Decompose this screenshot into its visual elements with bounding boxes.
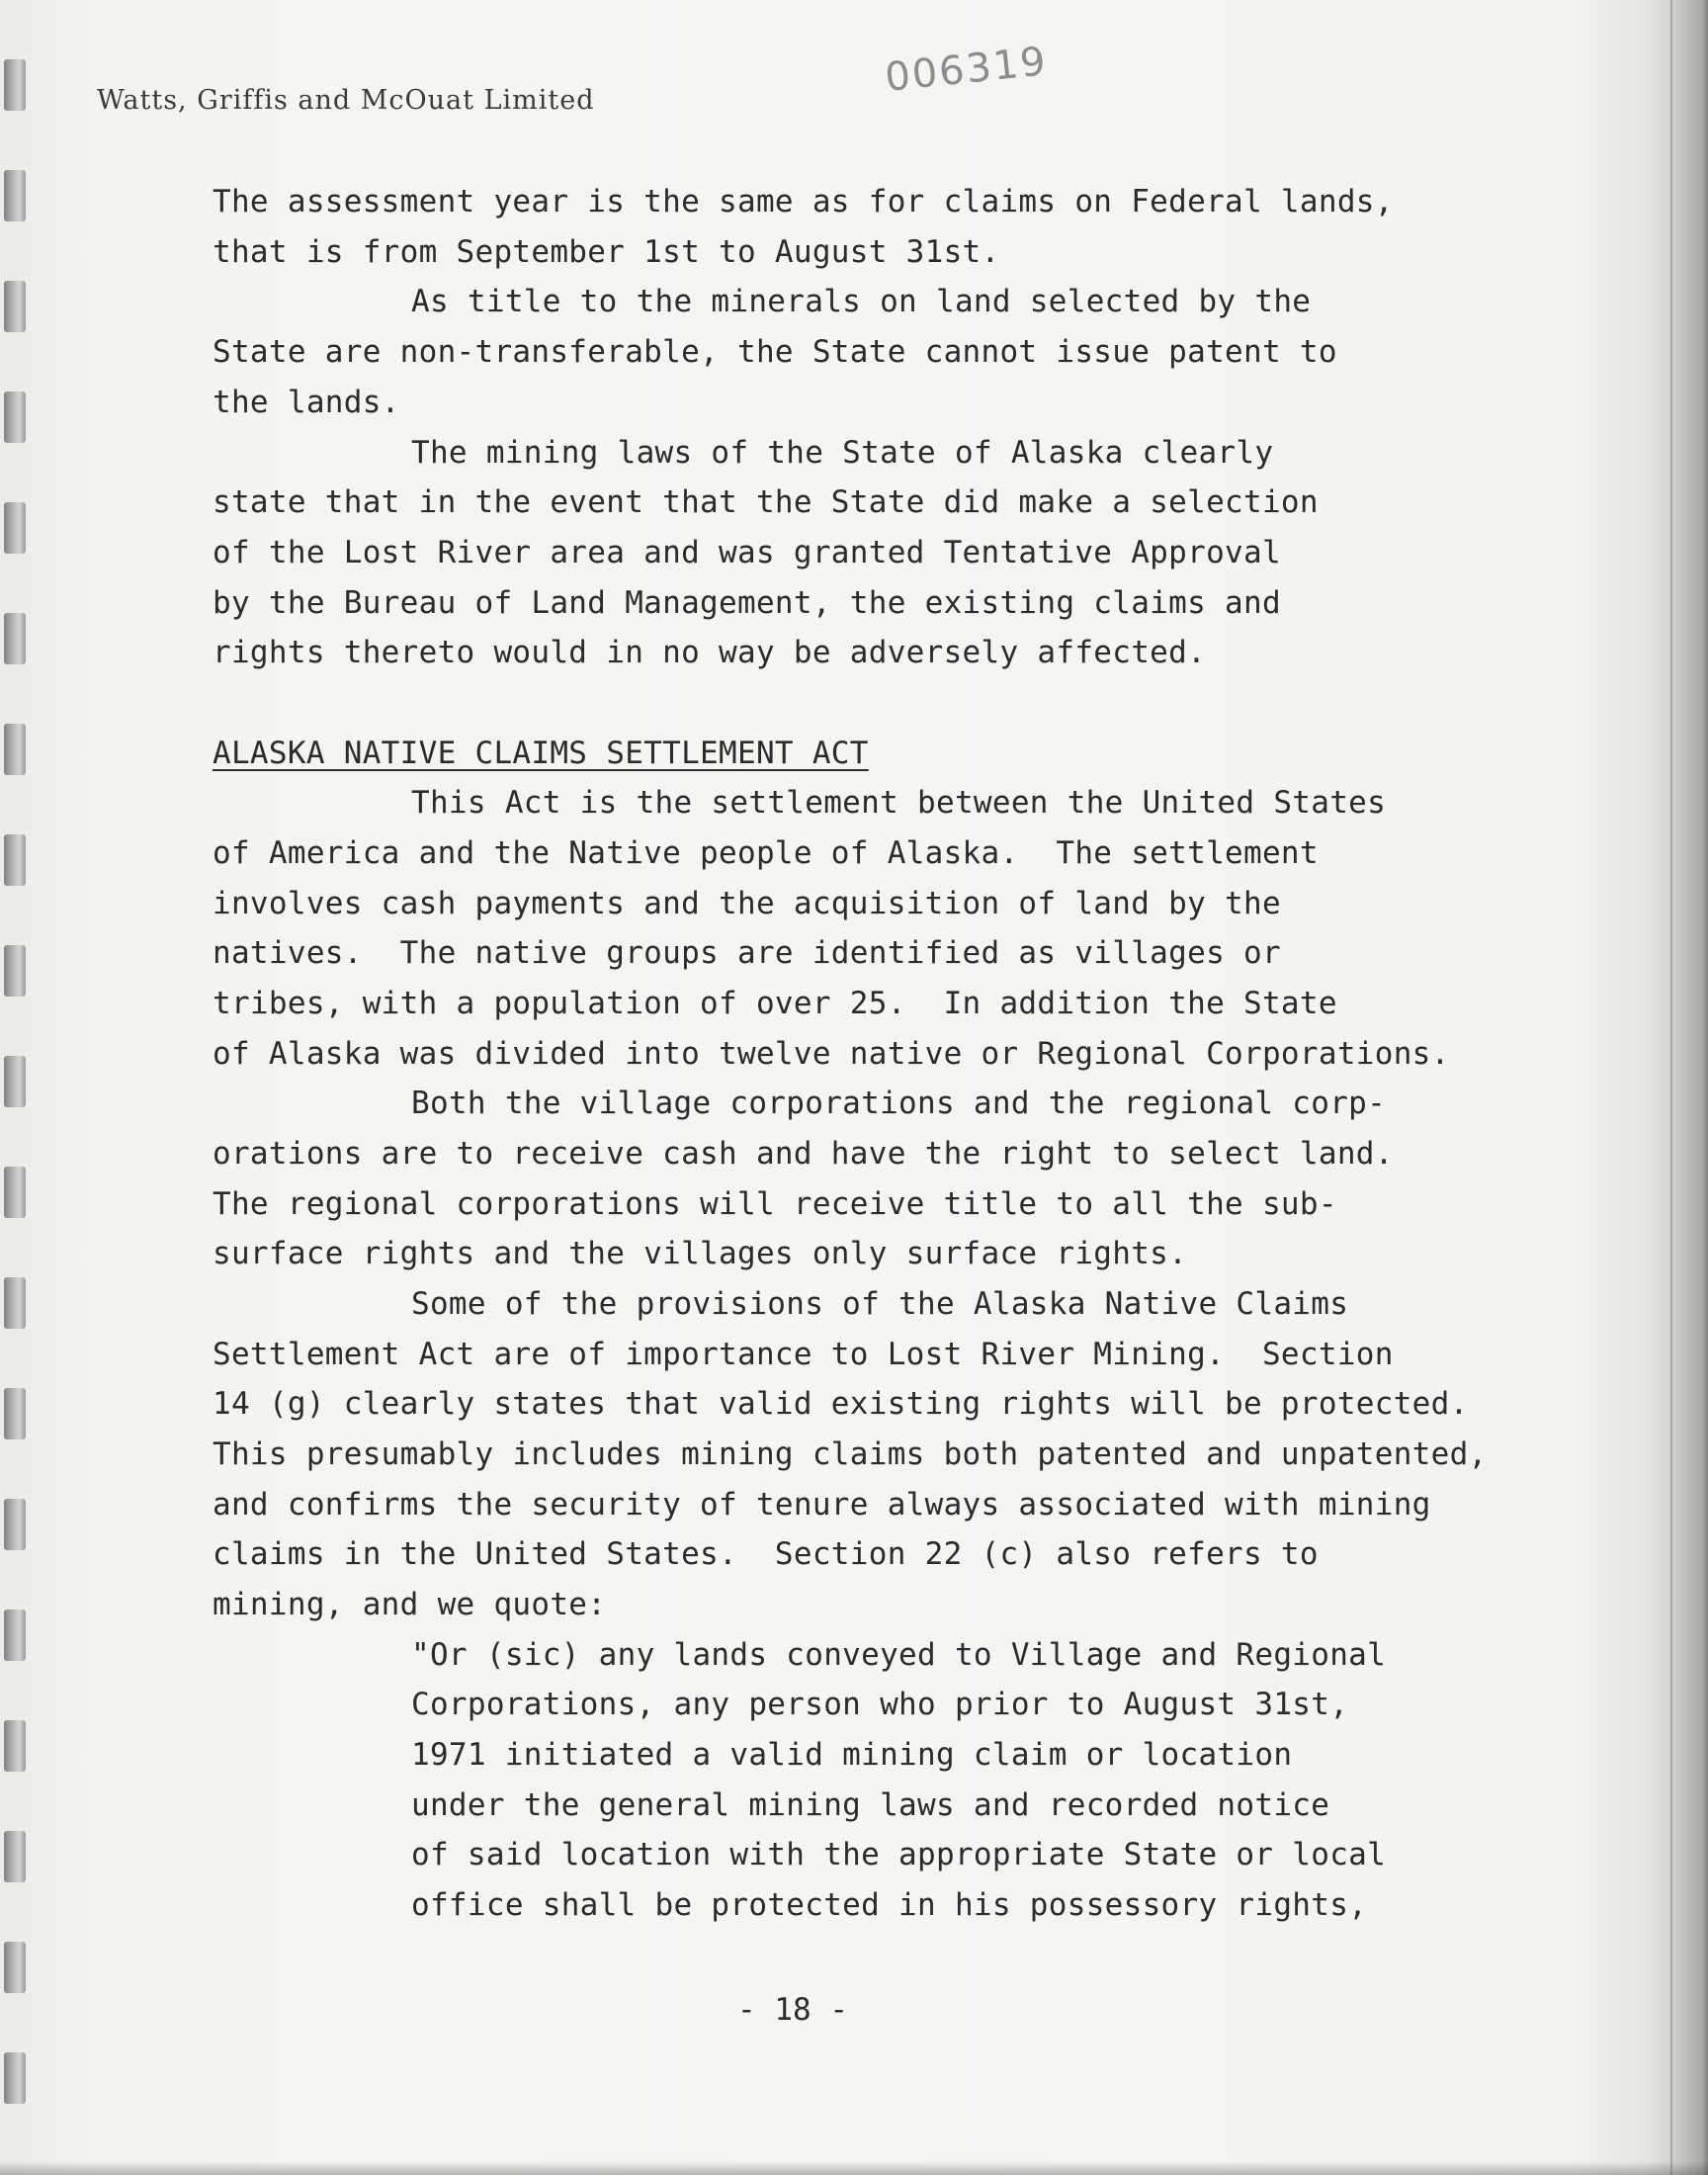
paragraph-2-line: As title to the minerals on land selected by the: [411, 284, 1312, 319]
page-bottom-shadow: [0, 2161, 1708, 2175]
page-number: - 18 -: [737, 1992, 848, 2028]
paragraph-6-line: mining, and we quote:: [213, 1587, 607, 1622]
paragraph-1-line: The assessment year is the same as for claims on Federal lands,: [213, 184, 1394, 219]
paragraph-4-line: involves cash payments and the acquisition of land by the: [213, 886, 1281, 921]
paragraph-4-line: This Act is the settlement between the United States: [411, 785, 1387, 821]
paragraph-6-line: Settlement Act are of importance to Lost River Mining. Section: [213, 1337, 1394, 1372]
page-edge-line: [1670, 0, 1672, 2175]
quote-line: under the general mining laws and recorded notice: [411, 1787, 1330, 1823]
quote-line: Corporations, any person who prior to August 31st,: [411, 1687, 1349, 1722]
paragraph-6-line: and confirms the security of tenure always associated with mining: [213, 1487, 1431, 1522]
paragraph-5-line: The regional corporations will receive title to all the sub-: [213, 1186, 1337, 1222]
quote-line: of said location with the appropriate State or local: [411, 1837, 1387, 1872]
paragraph-6-line: claims in the United States. Section 22 (c) also refers to: [213, 1536, 1319, 1572]
paragraph-2-line: the lands.: [213, 385, 400, 420]
page-edge-shadow: [1647, 0, 1708, 2175]
paragraph-6-line: This presumably includes mining claims both patented and unpatented,: [213, 1436, 1488, 1472]
paragraph-3-line: state that in the event that the State did make a selection: [213, 484, 1319, 520]
letterhead: Watts, Griffis and McOuat Limited: [97, 85, 595, 116]
paragraph-1-line: that is from September 1st to August 31st.: [213, 234, 1000, 270]
paragraph-4-line: tribes, with a population of over 25. In addition the State: [213, 986, 1337, 1021]
paragraph-4-line: of America and the Native people of Alaska. The settlement: [213, 835, 1319, 871]
paragraph-3-line: of the Lost River area and was granted Tentative Approval: [213, 535, 1281, 570]
quote-line: "Or (sic) any lands conveyed to Village and Regional: [411, 1637, 1387, 1673]
paragraph-2-line: State are non-transferable, the State cannot issue patent to: [213, 334, 1337, 370]
paragraph-3-line: rights thereto would in no way be adversely affected.: [213, 635, 1207, 670]
paragraph-5-line: surface rights and the villages only surface rights.: [213, 1236, 1188, 1271]
paragraph-3-line: by the Bureau of Land Management, the existing claims and: [213, 585, 1281, 621]
paragraph-4-line: of Alaska was divided into twelve native or Regional Corporations.: [213, 1036, 1450, 1072]
paragraph-3-line: The mining laws of the State of Alaska clearly: [411, 435, 1274, 471]
quote-line: office shall be protected in his possessory rights,: [411, 1887, 1368, 1923]
binding-holes: [0, 59, 34, 2135]
paragraph-4-line: natives. The native groups are identified as villages or: [213, 935, 1281, 971]
document-number: 006319: [883, 39, 1050, 101]
paragraph-6-line: Some of the provisions of the Alaska Native Claims: [411, 1286, 1349, 1322]
paragraph-5-line: Both the village corporations and the regional corp-: [411, 1086, 1387, 1121]
paragraph-6-line: 14 (g) clearly states that valid existing rights will be protected.: [213, 1386, 1469, 1422]
section-heading: ALASKA NATIVE CLAIMS SETTLEMENT ACT: [213, 736, 869, 771]
paragraph-5-line: orations are to receive cash and have the right to select land.: [213, 1136, 1394, 1172]
quote-line: 1971 initiated a valid mining claim or location: [411, 1737, 1293, 1773]
